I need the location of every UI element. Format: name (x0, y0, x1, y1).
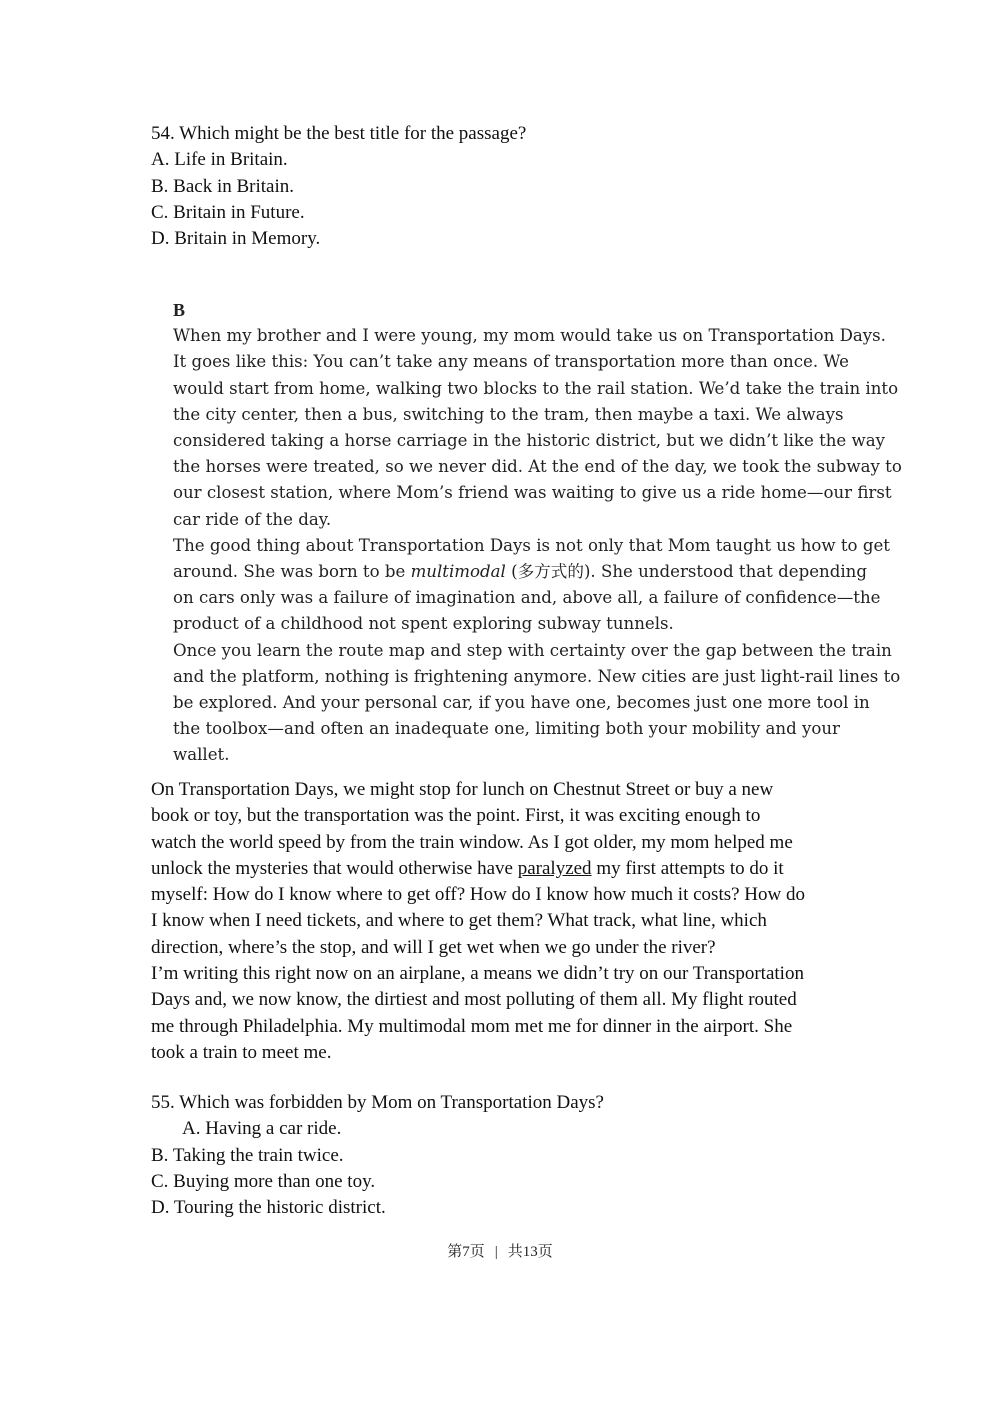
option-d: D. Britain in Memory. (151, 228, 321, 250)
passage-line: The good thing about Transportation Days is not only that Mom taught us how to get (173, 535, 890, 555)
passage-line (151, 856, 805, 882)
passage-line: the city center, then a bus, switching to the tram, then maybe a taxi. We always (173, 404, 844, 424)
passage-line: wallet. (173, 745, 230, 765)
passage-line: Once you learn the route map and step with certainty over the gap between the train (173, 640, 892, 660)
passage-line: direction, where’s the stop, and will I get wet when we go under the river? (151, 936, 716, 958)
underlined-word: paralyzed (517, 857, 592, 879)
text-segment: my first attempts to do it (591, 857, 784, 879)
option-d: D. Touring the historic district. (151, 1197, 386, 1219)
text-segment: unlock the mysteries that would otherwise have (151, 857, 518, 879)
passage-line: myself: How do I know where to get off? How do I know how much it costs? How do (151, 884, 805, 906)
option-b: B. Back in Britain. (151, 175, 295, 197)
passage-line: car ride of the day. (173, 509, 332, 529)
question-55 (151, 1090, 604, 1221)
multimodal-term: multimodal (410, 562, 506, 582)
passage-line: When my brother and I were young, my mom would take us on Transportation Days. (173, 326, 886, 346)
question-54 (151, 121, 526, 252)
page-number: 第7页 (447, 1244, 485, 1260)
passage-line: on cars only was a failure of imagination and, above all, a failure of confidence—the (173, 588, 881, 608)
passage-line: would start from home, walking two blocks to the rail station. We’d take the train into (173, 378, 899, 398)
option-b: B. Taking the train twice. (151, 1144, 344, 1166)
footer-separator: | (494, 1244, 498, 1260)
option-c: C. Buying more than one toy. (151, 1170, 376, 1192)
text-segment: around. She was born to be (173, 562, 411, 582)
passage-line: the toolbox—and often an inadequate one, limiting both your mobility and your (173, 719, 840, 739)
passage-line: our closest station, where Mom’s friend was waiting to give us a ride home—our first (173, 483, 892, 503)
option-c: C. Britain in Future. (151, 201, 305, 223)
option-a: A. Life in Britain. (151, 149, 288, 171)
passage-line (173, 559, 873, 585)
passage-line: watch the world speed by from the train window. As I got older, my mom helped me (151, 831, 793, 853)
passage-line: me through Philadelphia. My multimodal mom met me for dinner in the airport. She (151, 1015, 793, 1037)
passage-continuation (151, 777, 805, 1066)
page-total: 共13页 (507, 1244, 553, 1260)
text-segment: (多方式的). She understood that depending (505, 562, 867, 582)
passage-line: took a train to meet me. (151, 1041, 332, 1063)
passage-line: considered taking a horse carriage in the historic district, but we didn’t like the way (173, 431, 885, 451)
passage-line: the horses were treated, so we never did. At the end of the day, we took the subway to (173, 457, 902, 477)
passage-line: It goes like this: You can’t take any means of transportation more than once. We (173, 352, 849, 372)
passage-line: On Transportation Days, we might stop for lunch on Chestnut Street or buy a new (151, 779, 774, 800)
page-footer (0, 1240, 1000, 1261)
option-a: A. Having a car ride. (182, 1118, 342, 1140)
question-stem: 55. Which was forbidden by Mom on Transportation Days? (151, 1092, 604, 1113)
passage-line: product of a childhood not spent exploring subway tunnels. (173, 614, 674, 634)
passage-line: and the platform, nothing is frightening anymore. New cities are just light-rail lines to (173, 666, 901, 686)
passage-b (173, 297, 902, 769)
question-stem: 54. Which might be the best title for the passage? (151, 123, 527, 144)
passage-line: I know when I need tickets, and where to get them? What track, what line, which (151, 910, 767, 932)
passage-line: Days and, we now know, the dirtiest and most polluting of them all. My flight routed (151, 989, 797, 1011)
passage-heading: B (173, 300, 186, 320)
passage-line: book or toy, but the transportation was the point. First, it was exciting enough to (151, 805, 761, 827)
passage-line: I’m writing this right now on an airplane, a means we didn’t try on our Transportation (151, 963, 804, 985)
passage-line: be explored. And your personal car, if you have one, becomes just one more tool in (173, 693, 870, 713)
